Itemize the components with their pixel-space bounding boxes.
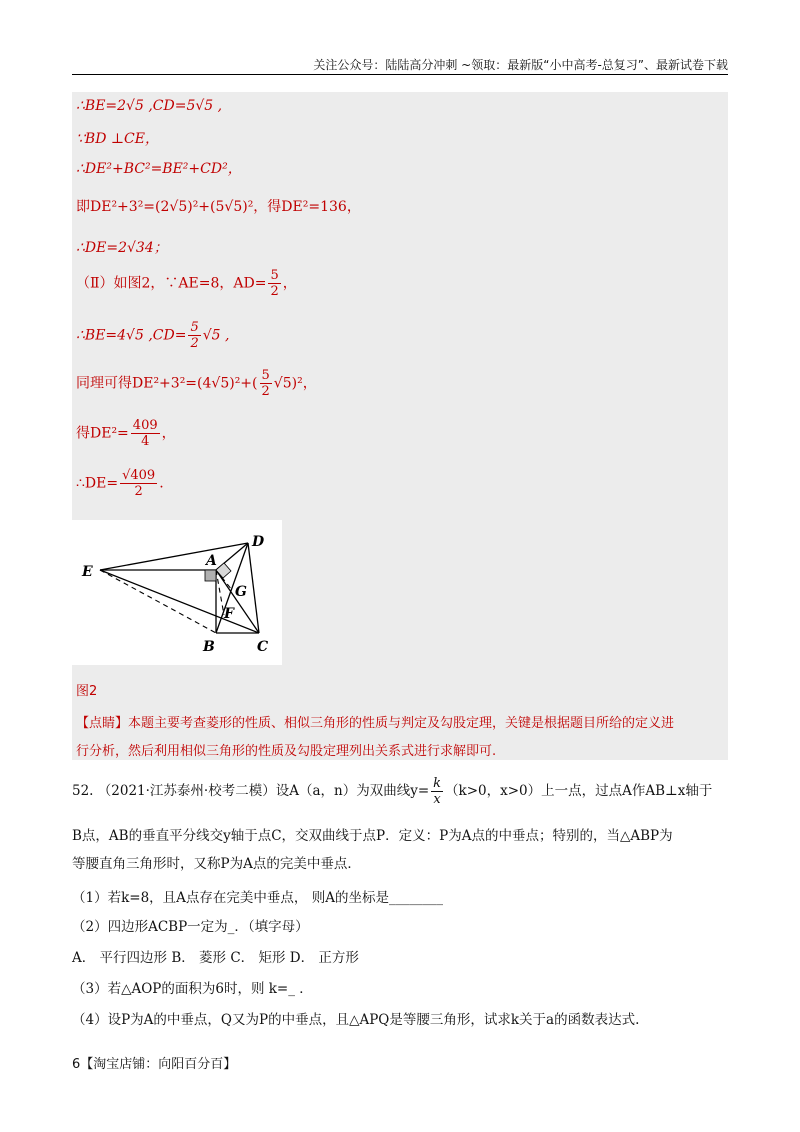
question-part-1: （1）若k=8，且A点存在完美中垂点， 则A的坐标是________: [72, 890, 443, 906]
l6-pre: （Ⅱ）如图2，∵AE=8，AD=: [76, 275, 267, 292]
label-A: A: [206, 553, 217, 569]
l8-fraction: [260, 368, 272, 399]
label-E: E: [82, 564, 93, 580]
label-C: C: [257, 639, 269, 655]
l10-fraction: [120, 468, 157, 499]
l9-fraction: [131, 418, 160, 449]
right-angle-mark-A: [205, 570, 216, 581]
comment-line-1: 【点睛】本题主要考查菱形的性质、相似三角形的性质与判定及勾股定理，关键是根据题目所给的定义进: [76, 716, 675, 731]
l8-post: √5)²，: [273, 375, 317, 392]
question-line-1: [72, 776, 712, 807]
question-line-2: B点，AB的垂直平分线交y轴于点C，交双曲线于点P．定义：P为A点的中垂点；特别的，当△ABP为: [72, 828, 673, 844]
l9-den: 4: [141, 434, 150, 449]
label-D: D: [252, 534, 265, 550]
label-B: B: [203, 639, 215, 655]
page-footer: 6【淘宝店铺：向阳百分百】: [72, 1057, 237, 1072]
solution-line-3: ∴DE²+BC²=BE²+CD²，: [76, 161, 242, 177]
figure-2-diagram: [72, 520, 282, 665]
solution-line-8: [76, 368, 317, 399]
question-part-4: （4）设P为A的中垂点，Q又为P的中垂点，且△APQ是等腰三角形，试求k关于a的函数表达式.: [72, 1012, 640, 1028]
l7-den: 2: [190, 336, 199, 351]
l9-pre: 得DE²=: [76, 425, 129, 442]
q1-post: （k>0，x>0）上一点，过点A作AB⊥x轴于: [445, 783, 713, 799]
l7-fraction: [188, 320, 200, 351]
l8-num: 5: [261, 368, 270, 383]
right-angle-mark-G: [216, 563, 231, 578]
figure-caption: 图2: [76, 684, 98, 699]
q1-num: k: [433, 776, 442, 791]
solution-line-10: [76, 468, 164, 499]
dashed-EB: [100, 570, 216, 633]
solution-line-5: ∴DE=2√34；: [76, 240, 168, 256]
solution-line-7: [76, 320, 229, 351]
l6-den: 2: [270, 284, 279, 299]
l7-post: √5 ,: [202, 327, 230, 344]
question-part-3: （3）若△AOP的面积为6时，则 k=_ ．: [72, 981, 313, 997]
solution-line-2: ∵BD ⊥CE，: [76, 131, 159, 147]
l8-pre: 同理可得DE²+3²=(4√5)²+(: [76, 375, 258, 392]
l6-fraction: [268, 268, 280, 299]
l10-post: .: [159, 475, 164, 492]
l8-den: 2: [261, 384, 270, 399]
question-part-2: （2）四边形ACBP一定为_．（填字母）: [72, 919, 309, 935]
comment-line-2: 行分析，然后利用相似三角形的性质及勾股定理列出关系式进行求解即可.: [76, 744, 497, 759]
l9-num: 409: [132, 418, 158, 433]
solution-line-4: 即DE²+3²=(2√5)²+(5√5)²，得DE²=136，: [76, 199, 361, 215]
l6-post: ，: [282, 275, 297, 292]
l10-pre: ∴DE=: [76, 475, 119, 492]
q1-den: x: [433, 792, 441, 807]
solution-line-1: ∴BE=2√5 ,CD=5√5 ,: [76, 98, 223, 114]
solution-line-9: [76, 418, 176, 449]
l10-den: 2: [134, 484, 143, 499]
l6-num: 5: [270, 268, 279, 283]
l7-num: 5: [190, 320, 199, 335]
header-rule: [72, 74, 728, 75]
question-line-3: 等腰直角三角形时，又称P为A点的完美中垂点．: [72, 856, 361, 872]
geometry-figure: [72, 520, 282, 665]
l7-pre: ∴BE=4√5 ,CD=: [76, 327, 187, 344]
question-options: A． 平行四边形 B． 菱形 C． 矩形 D． 正方形: [72, 950, 359, 966]
l9-post: ，: [161, 425, 176, 442]
q1-pre: 52. （2021·江苏泰州·校考二模）设A（a，n）为双曲线y=: [72, 783, 430, 799]
label-G: G: [235, 584, 247, 600]
label-F: F: [224, 606, 234, 622]
q1-fraction: [431, 776, 443, 807]
page-header: 关注公众号：陆陆高分冲刺 ~领取：最新版“小中高考-总复习”、最新试卷下载: [313, 58, 728, 72]
l10-num: √409: [122, 468, 156, 483]
solution-line-6: [76, 268, 297, 299]
